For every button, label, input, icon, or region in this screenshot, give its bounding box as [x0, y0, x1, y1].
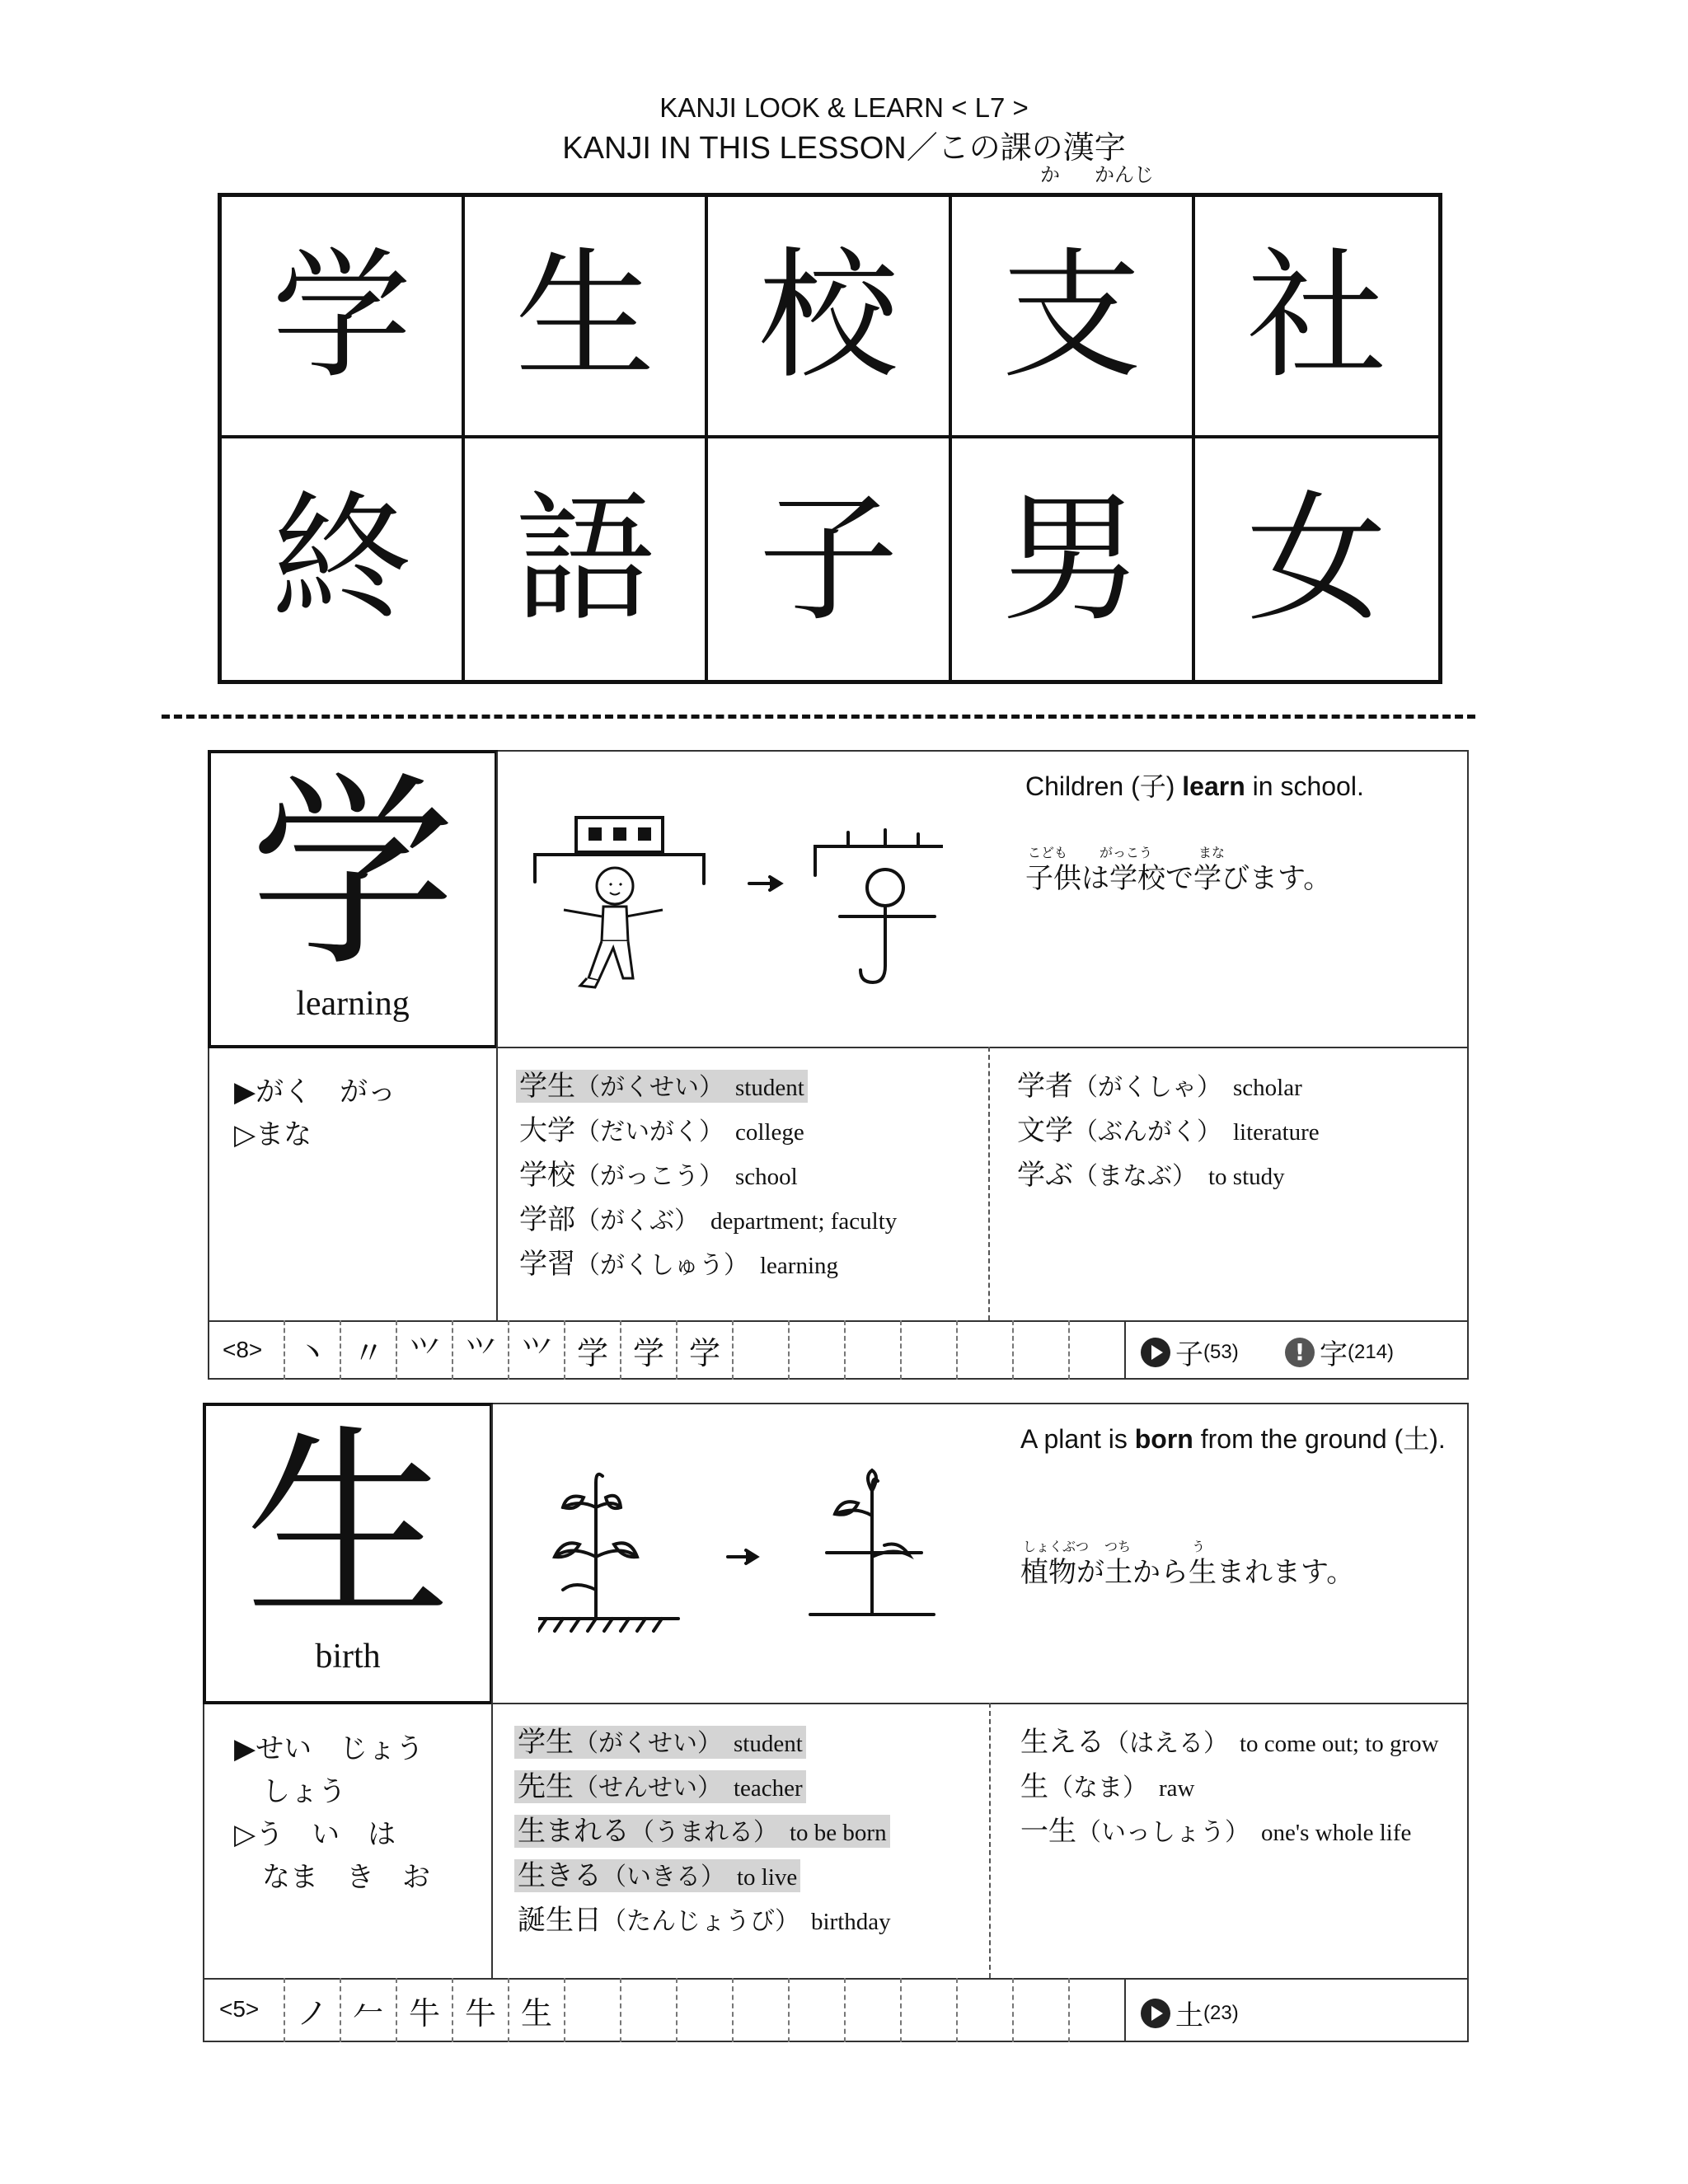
ref-kanji: 字: [1320, 1338, 1348, 1371]
vocab-item: [514, 1765, 891, 1810]
vocab-word: 生: [1020, 1770, 1048, 1803]
kanji-entry-card: [208, 750, 1469, 1380]
kanji-meaning: learning: [296, 985, 410, 1023]
stroke-step: [1014, 1978, 1070, 2042]
sentence-furigana: こども: [1028, 845, 1068, 860]
big-kanji-box: [208, 750, 498, 1048]
grid-kanji: 支: [952, 197, 1195, 438]
on-reading-secondary: しょう: [262, 1775, 346, 1808]
on-reading: ▶がく がっ: [234, 1076, 396, 1108]
vocab-item: [516, 1109, 897, 1154]
ref-number: (23): [1203, 2001, 1239, 2024]
vocab-reading: （がっこう）: [575, 1162, 724, 1191]
vocab-item: [514, 1810, 891, 1854]
vocab-item: [1020, 1721, 1439, 1765]
ref-number: (53): [1203, 1340, 1239, 1363]
sentence-furigana: う: [1192, 1539, 1206, 1554]
vocab-reading: （たんじょうび）: [602, 1907, 799, 1936]
stroke-step: 牛: [453, 1978, 509, 2042]
stroke-step: [790, 1320, 846, 1380]
big-kanji: 学: [250, 754, 456, 994]
grid-kanji: 語: [465, 438, 708, 680]
vocab-english: scholar: [1233, 1075, 1302, 1101]
ref-kanji: 土: [1175, 1999, 1203, 2032]
story-keyword: learn: [1182, 771, 1245, 801]
stroke-step: [902, 1978, 958, 2042]
sentence-furigana: がっこう: [1100, 845, 1153, 860]
kanji-grid: [218, 193, 1442, 684]
vocab-english: birthday: [811, 1909, 891, 1935]
stroke-step: [1070, 1320, 1126, 1380]
sentence-furigana: しょくぶつ: [1023, 1539, 1090, 1554]
divider: [491, 1703, 1469, 1704]
grid-kanji: 社: [1195, 197, 1438, 438]
stroke-step: 学: [678, 1320, 734, 1380]
vocab-item: [1020, 1810, 1439, 1854]
series-label: KANJI LOOK & LEARN < L7 >: [659, 92, 1029, 123]
vocab-item: [1017, 1154, 1320, 1198]
story-text: in school.: [1245, 771, 1364, 801]
vocab-english: department; faculty: [710, 1208, 898, 1235]
vocab-word: 学ぶ: [1017, 1159, 1073, 1192]
example-sentence: 子供は学校で学びます。: [1025, 862, 1332, 895]
vocab-word: 生きる: [518, 1859, 602, 1892]
play-icon: [1141, 1338, 1170, 1367]
vocab-list: [1020, 1721, 1439, 1854]
vocab-english: student: [734, 1731, 803, 1757]
kun-reading: ▷まな: [234, 1118, 312, 1151]
vocab-reading: （がくしゅう）: [575, 1251, 748, 1280]
stroke-step: 丶: [285, 1320, 341, 1380]
stroke-step: [565, 1978, 621, 2042]
vocab-list: [516, 1065, 897, 1287]
vocab-item: [516, 1065, 897, 1109]
vocab-reading: （いきる）: [602, 1863, 725, 1891]
vocab-item: [514, 1854, 891, 1899]
grid-kanji: 生: [465, 197, 708, 438]
vocab-english: to live: [737, 1864, 798, 1891]
stroke-order-row: [204, 1978, 1469, 2042]
stroke-step: 𭕄: [453, 1320, 509, 1380]
grid-kanji: 子: [708, 438, 951, 680]
vocab-english: one's whole life: [1261, 1820, 1412, 1846]
stroke-count: <5>: [219, 1996, 260, 2022]
stroke-step: ⺍: [397, 1320, 453, 1380]
dashed-divider: [162, 715, 1475, 719]
stroke-cells: [284, 1320, 1188, 1380]
vocab-english: school: [735, 1164, 798, 1190]
vocab-reading: （がくぶ）: [575, 1207, 699, 1235]
vocab-item: [1017, 1109, 1320, 1154]
stroke-step: [790, 1978, 846, 2042]
stroke-step: ⺍: [509, 1320, 565, 1380]
vocab-item: [516, 1243, 897, 1287]
vocab-english: teacher: [734, 1775, 803, 1802]
vocab-english: to be born: [790, 1820, 887, 1846]
vocab-word: 大学: [519, 1114, 575, 1147]
stroke-step: [621, 1978, 678, 2042]
example-sentence: 植物が土から生まれます。: [1020, 1556, 1355, 1589]
vocab-word: 学生: [519, 1070, 575, 1103]
vocab-word: 一生: [1020, 1815, 1076, 1848]
vocab-reading: （がくせい）: [574, 1729, 722, 1758]
stroke-step: [958, 1320, 1014, 1380]
vocab-reading: （まなぶ）: [1073, 1162, 1197, 1191]
vocab-list: [514, 1721, 891, 1943]
grid-kanji: 終: [222, 438, 465, 680]
grid-kanji: 学: [222, 197, 465, 438]
vocab-english: raw: [1159, 1775, 1195, 1802]
vocab-reading: （なま）: [1048, 1774, 1147, 1802]
vocab-english: student: [735, 1075, 804, 1101]
vocab-reading: （がくしゃ）: [1073, 1073, 1221, 1102]
mnemonic-story: [1020, 1421, 1449, 1457]
stroke-count: <8>: [223, 1337, 263, 1362]
stroke-step: [902, 1320, 958, 1380]
related-kanji-ref: [1141, 1332, 1239, 1372]
big-kanji-box: [203, 1403, 493, 1704]
vocab-item: [1017, 1065, 1320, 1109]
divider: [988, 1047, 990, 1320]
stroke-step: [846, 1320, 902, 1380]
grid-kanji: 男: [952, 438, 1195, 680]
kanji-entry-card: [203, 1403, 1469, 2042]
title-furigana-ka: か: [1040, 163, 1060, 186]
play-icon: [1141, 1999, 1170, 2028]
story-text: from the ground (土).: [1193, 1424, 1446, 1454]
story-keyword: born: [1134, 1424, 1193, 1454]
big-kanji: 生: [245, 1407, 451, 1647]
lookalike-kanji-ref: [1285, 1332, 1394, 1372]
stroke-step: [1070, 1978, 1126, 2042]
divider: [491, 1404, 493, 1978]
mnemonic-story: [1025, 768, 1454, 804]
page-title: KANJI IN THIS LESSON／この課の漢字: [562, 131, 1126, 166]
vocab-reading: （がくせい）: [575, 1073, 724, 1102]
stroke-step: [734, 1320, 790, 1380]
mnemonic-illustration: [538, 1466, 967, 1664]
mnemonic-illustration: [531, 809, 943, 1007]
divider: [496, 752, 498, 1320]
stroke-order-row: [209, 1320, 1469, 1380]
vocab-word: 学校: [519, 1159, 575, 1192]
kun-reading: ▷う い は: [234, 1818, 396, 1851]
vocab-list: [1017, 1065, 1320, 1198]
stroke-step: 〃: [341, 1320, 397, 1380]
vocab-reading: （はえる）: [1104, 1729, 1228, 1758]
stroke-step: 学: [621, 1320, 678, 1380]
vocab-item: [514, 1899, 891, 1943]
on-reading: ▶せい じょう: [234, 1732, 424, 1765]
vocab-item: [516, 1154, 897, 1198]
related-kanji-ref: [1141, 1993, 1239, 2033]
vocab-english: learning: [760, 1253, 839, 1279]
vocab-reading: （せんせい）: [574, 1774, 722, 1802]
vocab-reading: （ぶんがく）: [1073, 1118, 1221, 1146]
stroke-step: 学: [565, 1320, 621, 1380]
vocab-word: 生まれる: [518, 1815, 630, 1848]
stroke-step: 𠂉: [341, 1978, 397, 2042]
vocab-word: 誕生日: [518, 1904, 602, 1937]
vocab-word: 文学: [1017, 1114, 1073, 1147]
vocab-reading: （うまれる）: [630, 1818, 778, 1847]
vocab-english: college: [735, 1119, 804, 1146]
vocab-reading: （いっしょう）: [1076, 1818, 1250, 1847]
title-furigana-kanji: かんじ: [1095, 163, 1154, 186]
vocab-word: 学者: [1017, 1070, 1073, 1103]
vocab-word: 先生: [518, 1770, 574, 1803]
kun-reading-secondary: なま き お: [262, 1861, 430, 1894]
vocab-item: [514, 1721, 891, 1765]
stroke-step: 牛: [397, 1978, 453, 2042]
vocab-word: 学部: [519, 1203, 575, 1236]
vocab-item: [1020, 1765, 1439, 1810]
stroke-step: ノ: [285, 1978, 341, 2042]
stroke-step: [678, 1978, 734, 2042]
story-text: Children (子): [1025, 771, 1183, 801]
stroke-cells: [284, 1978, 1188, 2042]
vocab-english: to study: [1208, 1164, 1285, 1190]
stroke-step: [846, 1978, 902, 2042]
grid-kanji: 校: [708, 197, 951, 438]
vocab-item: [516, 1198, 897, 1243]
vocab-word: 生える: [1020, 1726, 1104, 1759]
divider: [989, 1703, 991, 1978]
divider: [496, 1047, 1469, 1048]
vocab-english: to come out; to grow: [1240, 1731, 1439, 1757]
grid-kanji: 女: [1246, 477, 1387, 641]
vocab-english: literature: [1233, 1119, 1320, 1146]
kanji-meaning: birth: [315, 1638, 381, 1675]
sentence-furigana: まな: [1198, 845, 1226, 860]
vocab-reading: （だいがく）: [575, 1118, 724, 1146]
vocab-word: 学習: [519, 1248, 575, 1281]
vocab-word: 学生: [518, 1726, 574, 1759]
stroke-step: 生: [509, 1978, 565, 2042]
ref-kanji: 子: [1175, 1338, 1203, 1371]
stroke-step: [958, 1978, 1014, 2042]
stroke-step: [1014, 1320, 1070, 1380]
stroke-step: [734, 1978, 790, 2042]
sentence-furigana: つち: [1104, 1539, 1132, 1554]
story-text: A plant is: [1020, 1424, 1135, 1454]
warning-icon: !: [1285, 1338, 1315, 1367]
ref-number: (214): [1348, 1340, 1395, 1363]
